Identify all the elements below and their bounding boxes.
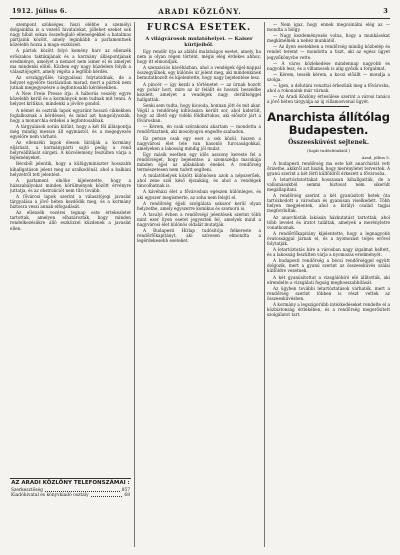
article-paragraph: — Az ilyen esetekben a rendőrség mindig közbelép és rendet teremt — mondotta a tiszt, aki az egész ügyet jegyzőkönyvbe vette.: [267, 44, 390, 60]
article-paragraph: Az ellenzéki lapok élesen bírálják a kormány eljárását, a kormánypárti sajtó pedig a rend helyreállítását sürgeti. A közvélemény feszülten várja a fejleményeket.: [10, 140, 131, 161]
page-header: [10, 6, 390, 19]
header-date: 1912. július 6.: [12, 7, 68, 15]
article-paragraph: A szenzációs kávéházban, ahol a vendégek éjjel-nappal összegyűlnek, egy különös úr jelent meg, aki mindenkinek bemutatkozott és kijelentette, hogy nagy bejelentése lesz.: [137, 65, 261, 81]
ad-title: AZ ARADI KÖZLÖNY TELEFONSZÁMAI :: [11, 480, 130, 486]
header-page-number: 3: [383, 7, 388, 15]
article-paragraph: Az országgyűlés tárgyalásai folytatódnak, de a helyzet egyelőre tisztázatlan marad, mert a pártok nem jutnak megegyezésre a legfontosabb kérdésekben.: [10, 74, 131, 91]
column-right: [267, 22, 390, 549]
ad-row-label: Kiadóhivatal és könyvkiadó osztály: [11, 493, 89, 499]
article-paragraph: szempont szükséges, hiszi elébbe a személyi dolgainkba is a vezető hivatalokat, jóllehet ezeket sok nagy hibát sokan összefoglaló ellenségekkel a hatalmas pártjaink között, amely leginkább a parlamentnek közelebb hozza a maga eszközeit.: [10, 22, 131, 48]
article-paragraph: Az ügyben további letartóztatások várhatók, mert a rendőrség szerint többen is részt vettek az összeesküvésben.: [267, 285, 390, 301]
article-dateline: (Saját tudósítónktól.): [307, 148, 350, 154]
article-paragraph: Ez persze csak egy eset a sok közül, hiszen a nagyvárosi élet tele van hasonló furcsaságokkal, amelyeken a lakosság mindig jól mulat.: [137, 135, 261, 151]
article-paragraph: A rendőrfőkapitány kijelentette, hogy a legnagyobb óvatossággal járnak el, és a nyomozást teljes erővel folytatják.: [267, 230, 390, 246]
article-paragraph: Egy rendőr írja az alábbi mulatságos esetet, amely, ha nem is olyan régen történt, mégis elég érdekes ahhoz, hogy itt elmondjuk.: [137, 49, 261, 65]
article-paragraph: A mulatóhelyek között különösen azok a népszerűek, ahol zene szól késő éjszakáig, és ahol a vendégek táncolhatnak is.: [137, 173, 261, 189]
ad-row-value: 857: [121, 488, 130, 494]
article-paragraph: Egy másik esetben egy idős asszony kereste fel a rendőrséget, hogy bejelentse: a szomszédja macskája minden éjjel az ablakában énekel. A rendőrség természetesen nem tudott segíteni.: [137, 151, 261, 173]
article-paragraph: A Budapesti Hírlap tudósítója felkereste a rendőrfőkapitányt, aki szívesen elmondta a legérdekesebb eseteket.: [137, 228, 261, 244]
header-masthead: ARADI KÖZLÖNY.: [158, 7, 242, 16]
article-paragraph: Az anarchisták lakásán házkutatást tartottak, ahol több levelet és iratot találtak, amelyek a merényletre vonatkoznak.: [267, 214, 390, 230]
article-paragraph: A parlament elnöke kijelentette, hogy a házszabályokat minden körülmények között érvényre juttatja, és az obstrukciót nem tűri tovább.: [10, 177, 131, 193]
article-place: Arad, július 5.: [361, 154, 390, 160]
article-paragraph: Az ellenzék vezérei tegnap este értekezletet tartottak, amelyen elhatározták, hogy minden rendelkezésükre álló eszközzel küzdenek a javaslat ellen.: [10, 210, 131, 231]
telephone-ad-box: [10, 478, 131, 539]
article-paragraph: — Nem igaz, hogy ennek megcsinálni elég az — mondta a hölgy.: [267, 22, 390, 33]
column-left: [10, 22, 131, 475]
article-paragraph: — A város közlekedése mindennap nagyobb és nagyobb lesz, és a villamosok is alig győzik a forgalmat.: [267, 60, 390, 71]
article-paragraph: A pártok között folyó kemény harc az ellenzék erőszakos taktikájának és a kormány álláspontjának eredménye, amelyet a nemzet nem ismer el és amelyet ma mindenki elítél. Közben egy nagy küzdelem folyik a választójogért, amely régóta a legfőbb kérdés.: [10, 48, 131, 74]
dot-leader: [91, 493, 123, 497]
article-paragraph: A német és osztrák lapok egyaránt hosszú cikkekben foglalkoznak a kérdéssel, és mind azt hangsúlyozzák, hogy a monarchia érdekei a legfontosabbak.: [10, 107, 131, 123]
article-paragraph: A letartóztatás híre a városban nagy izgalmat keltett, és a lakosság feszülten várja a nyomozás eredményét.: [267, 247, 390, 258]
ad-row-label: Szerkesztőség: [11, 488, 43, 494]
ad-row-value: 68: [124, 493, 130, 499]
article-paragraph: A budapesti rendőrség ma este két anarchistát vett őrizetbe, akikről azt hiszik, hogy merényletet terveztek. A gyanú szerint a két férfi külföldről érkezett a fővárosba.: [267, 160, 390, 176]
column-middle: [137, 22, 261, 549]
article-paragraph: A budapesti rendőrség a bécsi rendőrséggel együtt dolgozik, mert a gyanú szerint az összeesküvés szálai külföldre vezetnek.: [267, 258, 390, 274]
article-paragraph: A fővárosi lapok szerint a választójogi javaslat tárgyalása a jövő héten kezdődik meg, és a kormány biztosra veszi annak elfogadását.: [10, 194, 131, 210]
section-subtitle: A világvárosok mulatóhelyei. — Kaiser kürtjeiből.: [145, 36, 253, 48]
column-divider: [134, 22, 135, 547]
article-paragraph: A New Freie Presse írja: A háborús veszély egyre közelebb kerül és a kormányok nem tudnak mit tenni. A helyzet kritikus, mindenki a jövőre gondol.: [10, 91, 131, 107]
article-paragraph: A tavalyi évben a rendőrségi jelentések szerint több mint ezer ilyen esetet jegyeztek fel, amelyek mind a nagyvárosi élet különös oldalát mutatják.: [137, 211, 261, 227]
article-paragraph: — Nagy kezdeményezés volna, hogy a munkásokat megkímélnék a nehéz munkától.: [267, 33, 390, 44]
dot-leader: [45, 488, 120, 492]
article-paragraph: A kormány a legszigorúbb intézkedéseket rendelte el a közbiztonság érdekében, és a rendőrség megerősített szolgálatot tart.: [267, 302, 390, 318]
column-divider: [264, 22, 265, 547]
article-paragraph: A tárgyalások során kitűnt, hogy a két fél álláspontja még mindig messze áll egymástól, és a megegyezés egyelőre nem várható.: [10, 123, 131, 139]
section-title: FURCSA ESETEK.: [146, 23, 252, 33]
section-divider: [309, 106, 349, 107]
article-headline: Anarchista állítólag Budapesten.: [267, 110, 390, 138]
article-paragraph: A két gyanúsítottat a vizsgálóbíró elé állították, aki elrendelte a vizsgálati fogság meghosszabbítását.: [267, 274, 390, 285]
article-paragraph: Bécsből jelentik, hogy a külügyminiszter hosszabb kihallgatáson jelent meg az uralkodónál, ahol a balkáni helyzetről tett jelentést.: [10, 161, 131, 177]
article-paragraph: A kávéházi élet a fővárosban egészen különleges, és aki egyszer megismerte, az soha nem felejti el.: [137, 189, 261, 200]
article-paragraph: A rendőrség éjjeli szolgálata sokszor kerül olyan helyzetbe, amely egyszerre komikus és szomorú is.: [137, 200, 261, 211]
article-paragraph: A letartóztatottakat hosszasan kihallgatták, de a vallomásukból semmi biztosat nem sikerült megállapítani.: [267, 176, 390, 193]
article-paragraph: Senki sem tudta, hogy kicsoda, honnan jött és mit akar. Végül a rendőrség kihívására került sor, ahol kiderült, hogy az illető egy vidéki földbirtokos, aki először járt a fővárosban.: [137, 102, 261, 124]
article-paragraph: A pincér — így kezdi a történetet — az úrnak hozott egy pohár bort, mire az úr felállt és hosszú beszédbe kezdett, amelyet a vendégek nagy derültséggel hallgattak.: [137, 81, 261, 102]
article-paragraph: — Kérem, én csak szórakozni akartam — mondotta a rendőrtisztnek, aki mosolyogva engedte szabadon.: [137, 124, 261, 135]
article-subheadline: Összeesküvést sejtenek.: [288, 139, 369, 147]
ad-row: [10, 493, 131, 498]
article-paragraph: — Az Aradi Közlöny értesülése szerint a városi tanács a jövő héten tárgyalja az új villamosvonal ügyét.: [267, 94, 390, 105]
article-paragraph: A rendőrség szerint a két gyanúsított hetek óta tartózkodott a városban és gyanúsan viselkedett. Több helyen megjelentek, ahol a királyi család tagjai megfordultak.: [267, 193, 390, 214]
article-paragraph: — Kérem, tessék kérem, a kocsi előállt — mondja a szolga.: [267, 71, 390, 82]
article-paragraph: — Igen, a délutáni vonattal érkezünk meg a fővárosba, ahol a rokonaink már várnak.: [267, 83, 390, 94]
